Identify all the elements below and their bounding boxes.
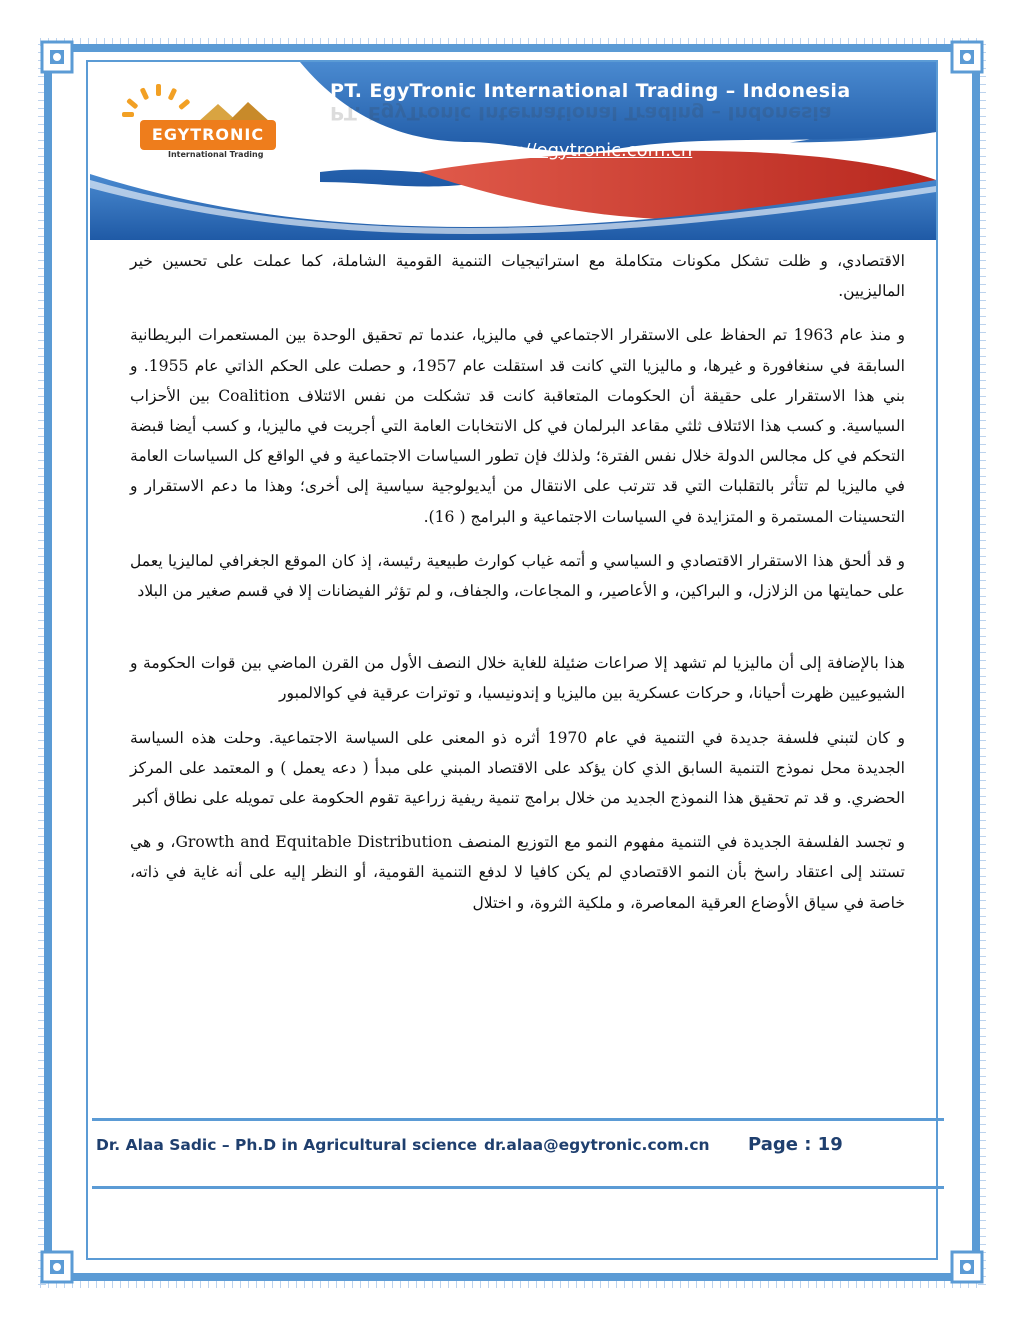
corner-ornament-top-left: [40, 40, 74, 74]
company-name: PT. EgyTronic International Trading – Indonesia: [330, 80, 851, 102]
paragraph-2: و منذ عام 1963 تم الحفاظ على الاستقرار الاجتماعي في ماليزيا، عندما تم تحقيق الوحدة بين المستعمرات البريطانية السابقة في سنغافورة و غيرها، و ماليزيا التي كانت قد استقلت عام 1957، و حصلت على الحكم الذاتي عام 1955. و بني هذا الاستقرار على حقيقة أن الحكومات المتعاقبة كانت قد تشكلت من نفس الائتلاف Coalition بين الأحزاب السياسية. و كسب هذا الائتلاف ثلثي مقاعد البرلمان في كل الانتخابات العامة التي أجريت في ماليزيا، و كسب أيضا قبضة التحكم في كل مجالس الدولة خلال نفس الفترة؛ ولذلك فإن تطور السياسات الاجتماعية و في الواقع كل السياسات العامة في ماليزيا لم تتأثر بالتقلبات التي قد تترتب على الانتقال من أيديولوجية سياسية إلى أخرى؛ وهذا ما دعم الاستقرار و التحسينات المستمرة و المتزايدة في السياسات الاجتماعية و البرامج ( 16).: [130, 326, 906, 526]
paragraph-6: و تجسد الفلسفة الجديدة في التنمية مفهوم النمو مع التوزيع المنصف Growth and Equitable Distribution، و هي تستند إلى اعتقاد راسخ بأن النمو الاقتصادي لم يكن كافيا لا لدفع التنمية القومية، أو النظر إليه على أنه غاية في ذاته، خاصة في سياق الأوضاع العرقية المعاصرة، و ملكية الثروة، و اختلال: [130, 833, 906, 912]
paragraph-5: و كان لتبني فلسفة جديدة في التنمية في عام 1970 أثره ذو المعنى على السياسة الاجتماعية. وحلت هذه السياسة الجديدة محل نموذج التنمية السابق الذي كان يؤكد على الاقتصاد المبني على مبدأ ( دعه يعمل ) و المعتمد على المركز الحضري. و قد تم تحقيق هذا النموذج الجديد من خلال برامج تنمية ريفية زراعية تقوم الحكومة على تمويله على نطاق أكبر: [130, 728, 905, 808]
paragraph-1: الاقتصادي، و ظلت تشكل مكونات متكاملة مع استراتيجيات التنمية القومية الشاملة، كما عملت على تحسين خير الماليزيين.: [130, 252, 905, 301]
logo-subtitle: International Trading: [168, 150, 264, 159]
corner-ornament-top-right: [950, 40, 984, 74]
footer-rule-bottom: [92, 1186, 944, 1189]
footer-email[interactable]: dr.alaa@egytronic.com.cn: [484, 1136, 710, 1154]
corner-ornament-bottom-right: [950, 1250, 984, 1284]
footer-rule-top: [92, 1118, 944, 1121]
footer-page-number: Page : 19: [748, 1134, 843, 1155]
corner-ornament-bottom-left: [40, 1250, 74, 1284]
logo-pyramid-icon: [198, 102, 278, 122]
paragraph-3: و قد ألحق هذا الاستقرار الاقتصادي و السياسي و أتمه غياب كوارث طبيعية رئيسة، إذ كان الموقع الجغرافي لماليزيا يعمل على حمايتها من الزلازل، و البراكين، و الأعاصير، و المجاعات، والجفاف، و لم تؤثر الفيضانات إلا في قسم صغير من البلاد: [130, 551, 905, 601]
website-link[interactable]: https://egytronic.com.cn: [472, 140, 693, 161]
logo-wordmark: EGYTRONIC: [140, 120, 276, 150]
logo-sun-icon: [120, 84, 200, 124]
paragraph-4: هذا بالإضافة إلى أن ماليزيا لم تشهد إلا صراعات ضئيلة للغاية خلال النصف الأول من القرن الماضي بين قوات الحكومة و الشيوعيين ظهرت أحيانا، و حركات عسكرية بين ماليزيا و إندونيسيا، و توترات عرقية في كوالالمبور: [130, 654, 905, 703]
footer-author: Dr. Alaa Sadic – Ph.D in Agricultural science: [96, 1136, 478, 1154]
frame-ruler-bottom: [40, 1280, 984, 1288]
document-body: [130, 246, 905, 932]
company-name-reflection: PT. EgyTronic International Trading – Indonesia: [330, 102, 832, 124]
